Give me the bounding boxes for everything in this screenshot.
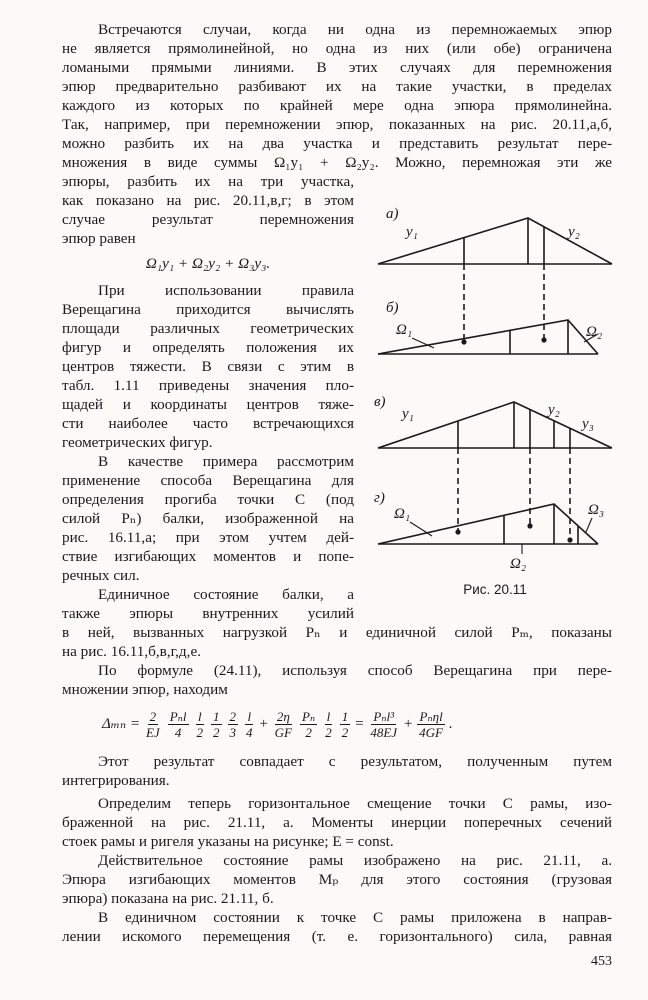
centroid-dot — [541, 337, 546, 342]
text-line: как показано на рис. 20.11,в,г; в этом — [62, 192, 354, 209]
label-omega2: Ω₂ — [586, 324, 603, 340]
text-line: не является прямолинейной, но одна из них (или обе) ограничена — [62, 40, 612, 57]
text-line: площади различных геометрических — [62, 320, 354, 337]
fraction: $\frac{2}{3}$ — [229, 709, 237, 740]
text-line: Так, например, при перемножении эпюр, показанных на рис. 20.11,а,б, — [62, 116, 612, 133]
page-number: 453 — [591, 954, 612, 969]
text-line: применение способа Верещагина для — [62, 472, 354, 489]
centroid-dot — [461, 339, 466, 344]
label-y2: y₂ — [568, 224, 580, 240]
text-line: речных сил. — [62, 567, 140, 584]
fraction: $\frac{\text{Pₙ}}{2}$ — [301, 709, 316, 740]
label-y3: y₃ — [582, 416, 594, 432]
figure-caption: Рис. 20.11 — [463, 582, 527, 597]
text-line: каждого из которых по крайней мере одна эпюра прямолинейна. — [62, 97, 612, 114]
text-line: Этот результат совпадает с результатом, полученным путем — [98, 753, 612, 770]
text-line: табл. 1.11 приведены значения пло- — [62, 377, 354, 394]
text-line: также эпюры внутренних усилий — [62, 605, 354, 622]
text-line: интегрирования. — [62, 772, 170, 789]
text-line: определения прогиба точки C (под — [62, 491, 354, 508]
text-line: в ней, вызванных нагрузкой Pₙ и единичной силой Pₘ, показаны — [62, 624, 612, 641]
fraction: $\frac{\text{Pₙηl}}{4GF}$ — [419, 709, 444, 740]
text-line: геометрических фигур. — [62, 434, 213, 451]
period: . — [449, 716, 453, 732]
text-line: силой Pₙ) балки, изображенной на — [62, 510, 354, 527]
label-v: в) — [374, 394, 386, 410]
fraction: $\frac{1}{2}$ — [341, 709, 349, 740]
fraction: $\frac{1}{2}$ — [213, 709, 220, 740]
wrapped-text-column — [62, 172, 354, 623]
fraction: $\frac{l}{4}$ — [246, 709, 253, 740]
text-line: При использовании правила — [98, 282, 354, 299]
text-line: ствие изгибающих моментов и попе- — [62, 548, 354, 565]
text-line: стоек рамы и ригеля указаны на рисунке; E = const. — [62, 833, 394, 850]
plus-sign: + — [403, 716, 414, 732]
text-line: сти наиболее часто встречающихся — [62, 415, 354, 432]
plus-sign: + — [258, 716, 269, 732]
formula-lhs: Δₘₙ = — [102, 716, 140, 732]
text-line: Действительное состояние рамы изображено на рис. 21.11, а. — [98, 852, 612, 869]
diagram-g-triangle — [378, 504, 598, 544]
text-line: множении эпюр, находим — [62, 681, 228, 698]
label-y1: y₁ — [406, 224, 418, 240]
label-omega1: Ω₁ — [394, 506, 411, 522]
label-omega3: Ω₃ — [588, 502, 605, 518]
text-line: эпюры, разбить их на три участка, — [62, 173, 354, 190]
text-line: фигур и определять положения их — [62, 339, 354, 356]
text-line: на рис. 16.11,б,в,г,д,е. — [62, 643, 201, 660]
text-line: случае результат перемножения — [62, 211, 354, 228]
leader-line — [586, 518, 592, 532]
text-line: В качестве примера рассмотрим — [98, 453, 354, 470]
text-line: можно разбить их на два участка и представить результат пере- — [62, 135, 612, 152]
text-line: Встречаются случаи, когда ни одна из перемножаемых эпюр — [98, 21, 612, 38]
text-line: рис. 16.11,а; при этом учтем дей- — [62, 529, 354, 546]
label-omega1: Ω₁ — [396, 322, 413, 338]
diagram-svg — [372, 192, 618, 592]
fraction: $\frac{2}{EJ}$ — [145, 709, 160, 740]
main-formula — [102, 709, 612, 740]
text-line: ломаными прямыми линиями. В этих случаях для перемножения — [62, 59, 612, 76]
centroid-dot — [567, 537, 572, 542]
text-line: центров тяжести. В связи с этим в — [62, 358, 354, 375]
formula-sum: Ω₁y₁ + Ω₂y₂ + Ω₃y₃. — [145, 255, 271, 272]
label-b: б) — [386, 300, 399, 316]
fraction: $\frac{\text{Pₙl³}}{48EJ}$ — [370, 709, 398, 740]
fraction: $\frac{l}{2}$ — [196, 709, 204, 740]
fraction: $\frac{\text{Pₙl}}{4}$ — [169, 709, 187, 740]
fraction: $\frac{l}{2}$ — [325, 709, 332, 740]
label-a: а) — [386, 206, 399, 222]
text-line: Единичное состояние балки, а — [98, 586, 354, 603]
label-y1: y₁ — [402, 406, 414, 422]
label-y2: y₂ — [548, 402, 560, 418]
text-line: Определим теперь горизонтальное смещение точки C рамы, изо- — [98, 795, 612, 812]
label-g: г) — [374, 490, 385, 506]
label-omega2: Ω₂ — [510, 556, 527, 572]
text-line: эпюр равен — [62, 230, 136, 247]
text-line: эпюр предварительно разбивают их на такие участки, в пределах — [62, 78, 612, 95]
text-line: эпюра) показана на рис. 21.11, б. — [62, 890, 274, 907]
text-line: По формуле (24.11), используя способ Верещагина при пере- — [98, 662, 612, 679]
centroid-dot — [455, 529, 460, 534]
text-line: браженной на рис. 21.11, а. Моменты инерции поперечных сечений — [62, 814, 612, 831]
text-line: множения в виде суммы Ω₁y₁ + Ω₂y₂. Можно, перемножая эти же — [62, 154, 612, 171]
text-line: В единичном состоянии к точке C рамы приложена в направ- — [98, 909, 612, 926]
text-line: Верещагина приходится вычислять — [62, 301, 354, 318]
figure-20-11 — [372, 192, 618, 612]
equals-sign: = — [354, 716, 365, 732]
centroid-dot — [527, 523, 532, 528]
text-line: Эпюра изгибающих моментов Mₚ для этого состояния (грузовая — [62, 871, 612, 888]
fraction: $\frac{2\eta}{GF}$ — [274, 709, 292, 740]
text-line: щадей и координаты центров тяже- — [62, 396, 354, 413]
text-line: лении искомого перемещения (т. е. горизонтального) сила, равная — [62, 928, 612, 945]
